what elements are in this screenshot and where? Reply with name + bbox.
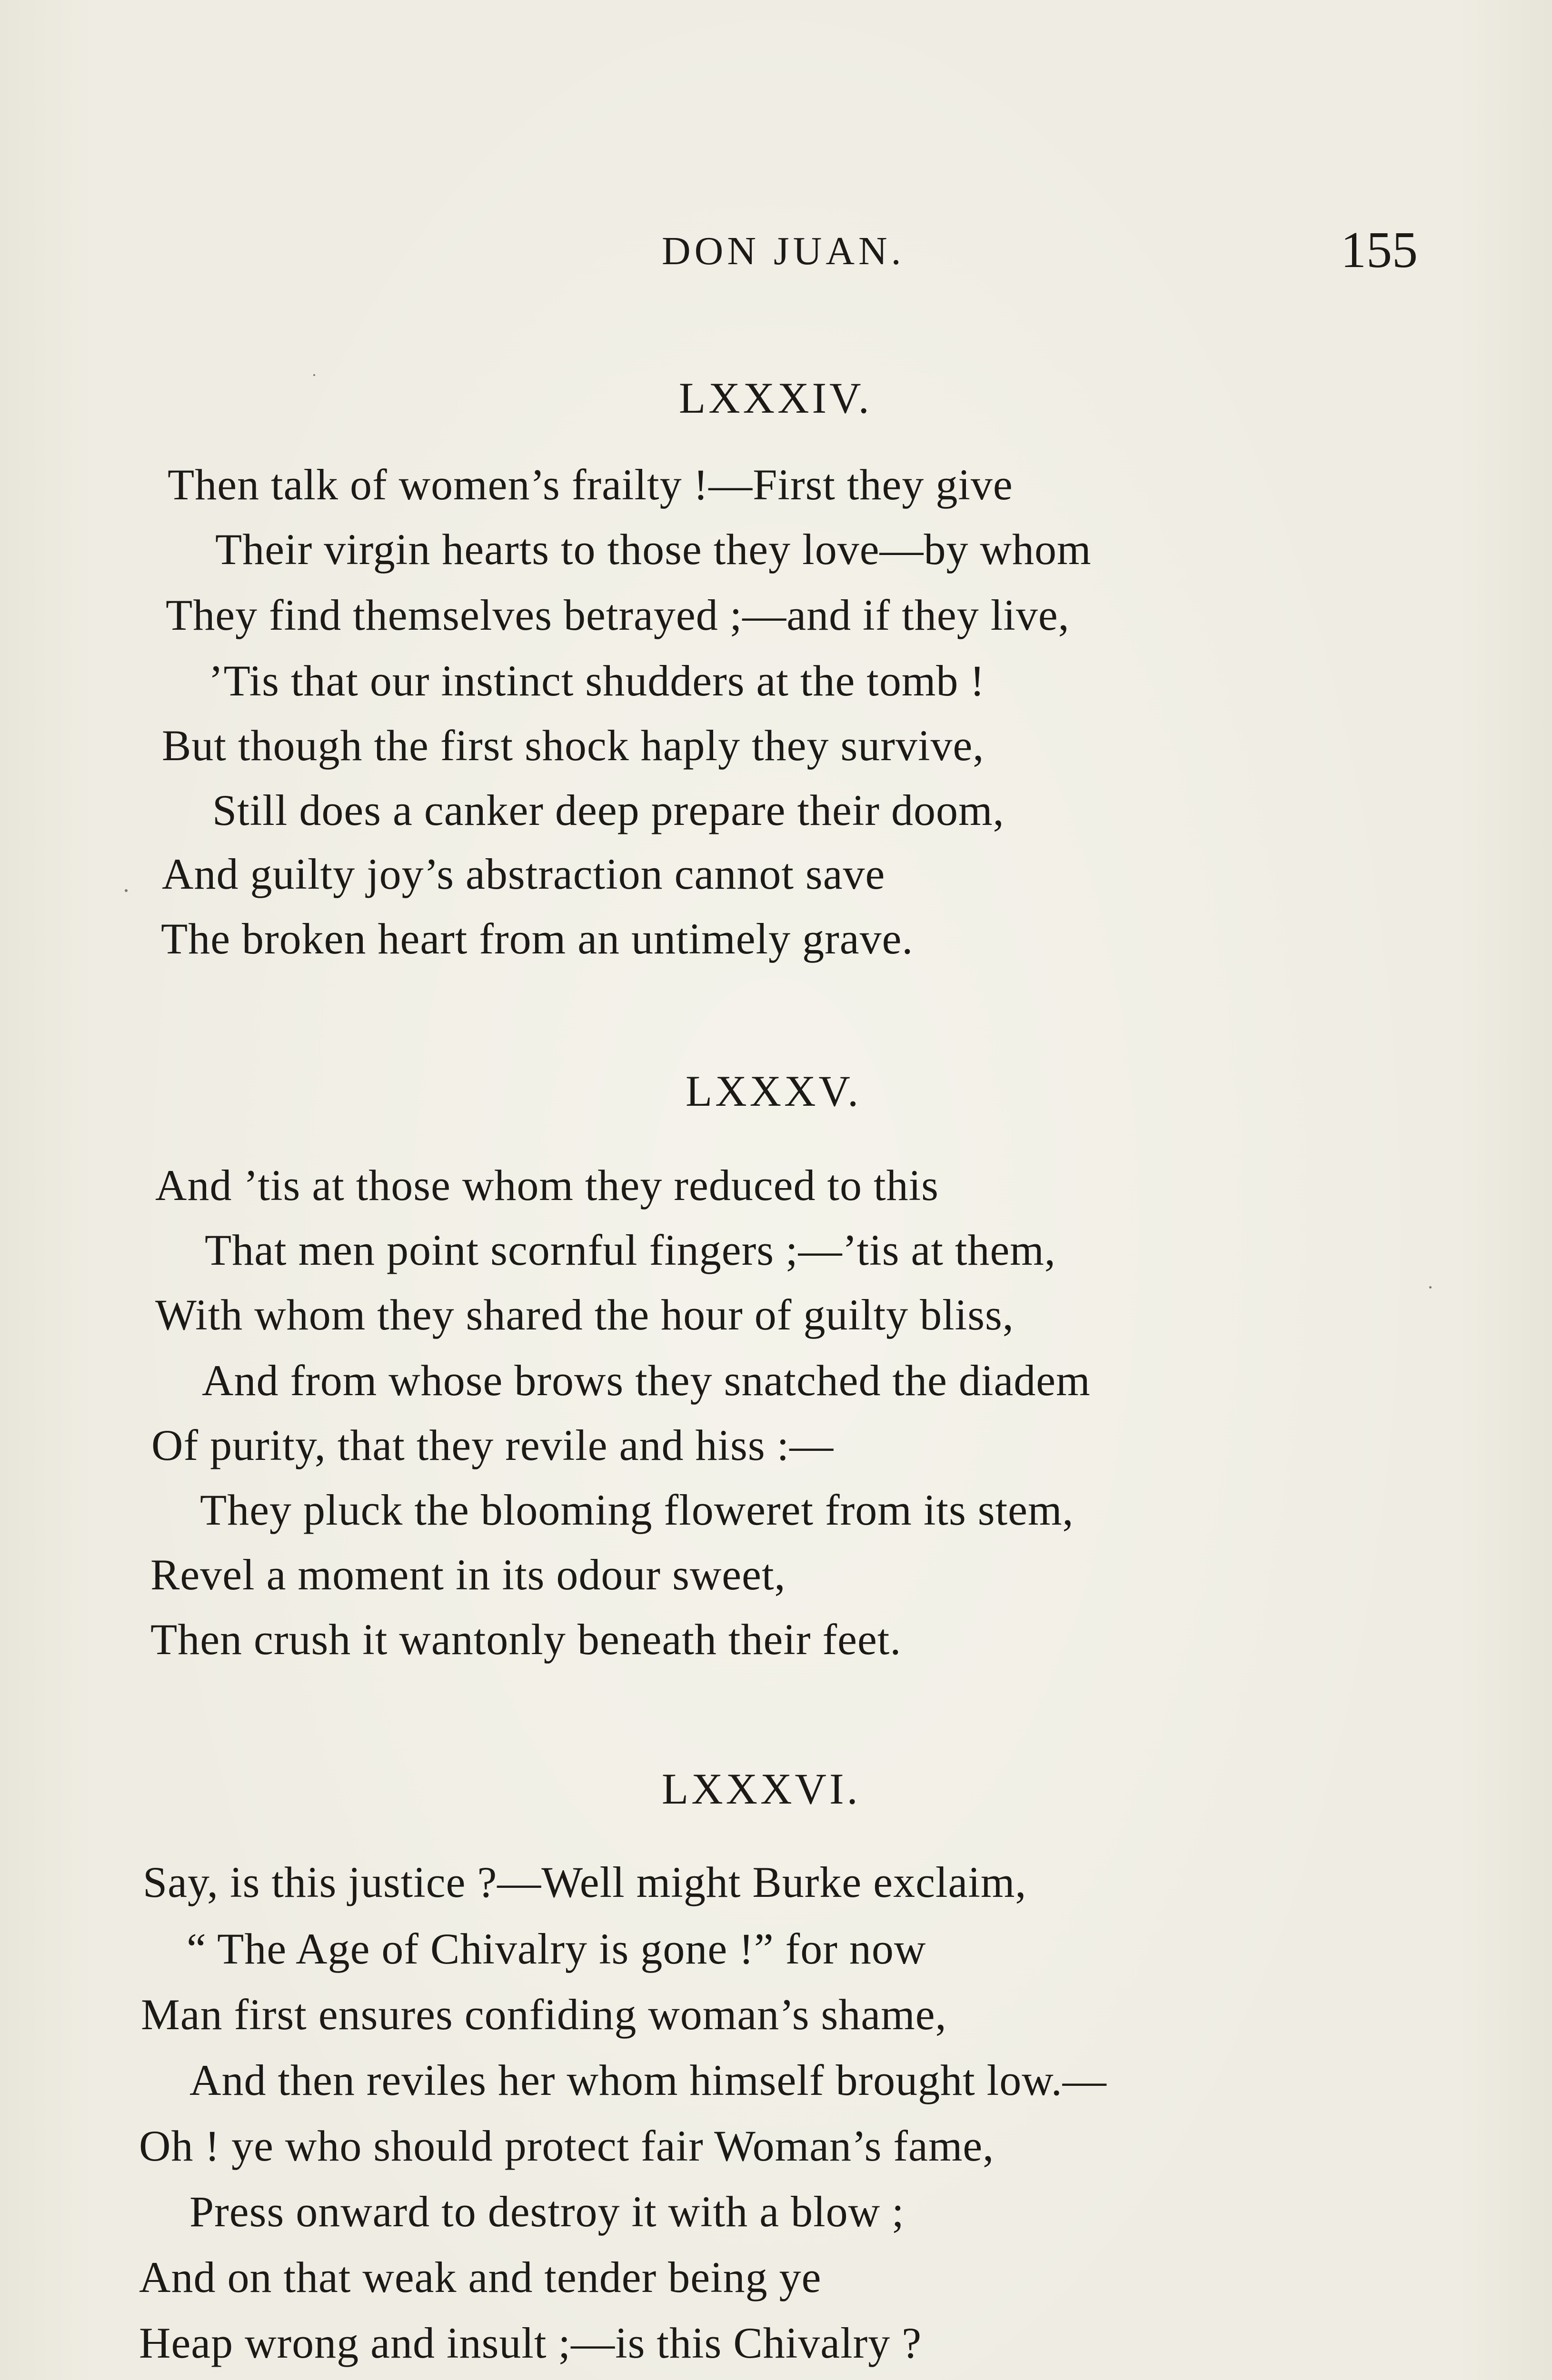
poem-line: Oh ! ye who should protect fair Woman’s fame,: [139, 2122, 995, 2170]
stanza-heading-lxxxiv: LXXXIV.: [679, 374, 872, 422]
poem-line: Still does a canker deep prepare their doom,: [212, 786, 1005, 834]
poem-line: Heap wrong and insult ;—is this Chivalry ?: [139, 2319, 922, 2367]
poem-line: With whom they shared the hour of guilty bliss,: [155, 1290, 1014, 1339]
page-number: 155: [1341, 222, 1418, 278]
poem-line: ’Tis that our instinct shudders at the tomb !: [209, 656, 985, 705]
stanza-heading-lxxxvi: LXXXVI.: [662, 1765, 861, 1813]
running-title: DON JUAN.: [662, 229, 905, 273]
poem-line: Press onward to destroy it with a blow ;: [189, 2187, 905, 2236]
poem-line: Then crush it wantonly beneath their feet.: [150, 1615, 902, 1664]
poem-line: “ The Age of Chivalry is gone !” for now: [187, 1924, 926, 1973]
poem-line: And from whose brows they snatched the diadem: [202, 1356, 1091, 1405]
poem-line: And then reviles her whom himself brought low.—: [189, 2056, 1107, 2104]
poem-line: They pluck the blooming floweret from its stem,: [200, 1486, 1074, 1534]
stanza-heading-lxxxv: LXXXV.: [686, 1067, 862, 1115]
poem-line: And ’tis at those whom they reduced to this: [155, 1161, 939, 1210]
poem-line: The broken heart from an untimely grave.: [161, 914, 914, 963]
poem-line: Of purity, that they revile and hiss :—: [151, 1421, 834, 1469]
poem-line: They find themselves betrayed ;—and if they live,: [166, 591, 1070, 639]
poem-line: Say, is this justice ?—Well might Burke exclaim,: [143, 1858, 1027, 1906]
poem-line: Their virgin hearts to those they love—by whom: [215, 525, 1092, 574]
poem-line: Revel a moment in its odour sweet,: [150, 1550, 786, 1599]
poem-line: And guilty joy’s abstraction cannot save: [162, 850, 885, 898]
poem-line: But though the first shock haply they survive,: [162, 721, 985, 770]
poem-line: Then talk of women’s frailty !—First they give: [168, 460, 1013, 509]
paper-fleck: [125, 889, 128, 892]
poem-line: And on that weak and tender being ye: [139, 2253, 822, 2301]
paper-fleck: [1429, 1286, 1432, 1289]
poem-line: Man first ensures confiding woman’s shame,: [141, 1990, 947, 2039]
paper-fleck: [313, 374, 315, 376]
poem-line: That men point scornful fingers ;—’tis at them,: [205, 1226, 1056, 1274]
